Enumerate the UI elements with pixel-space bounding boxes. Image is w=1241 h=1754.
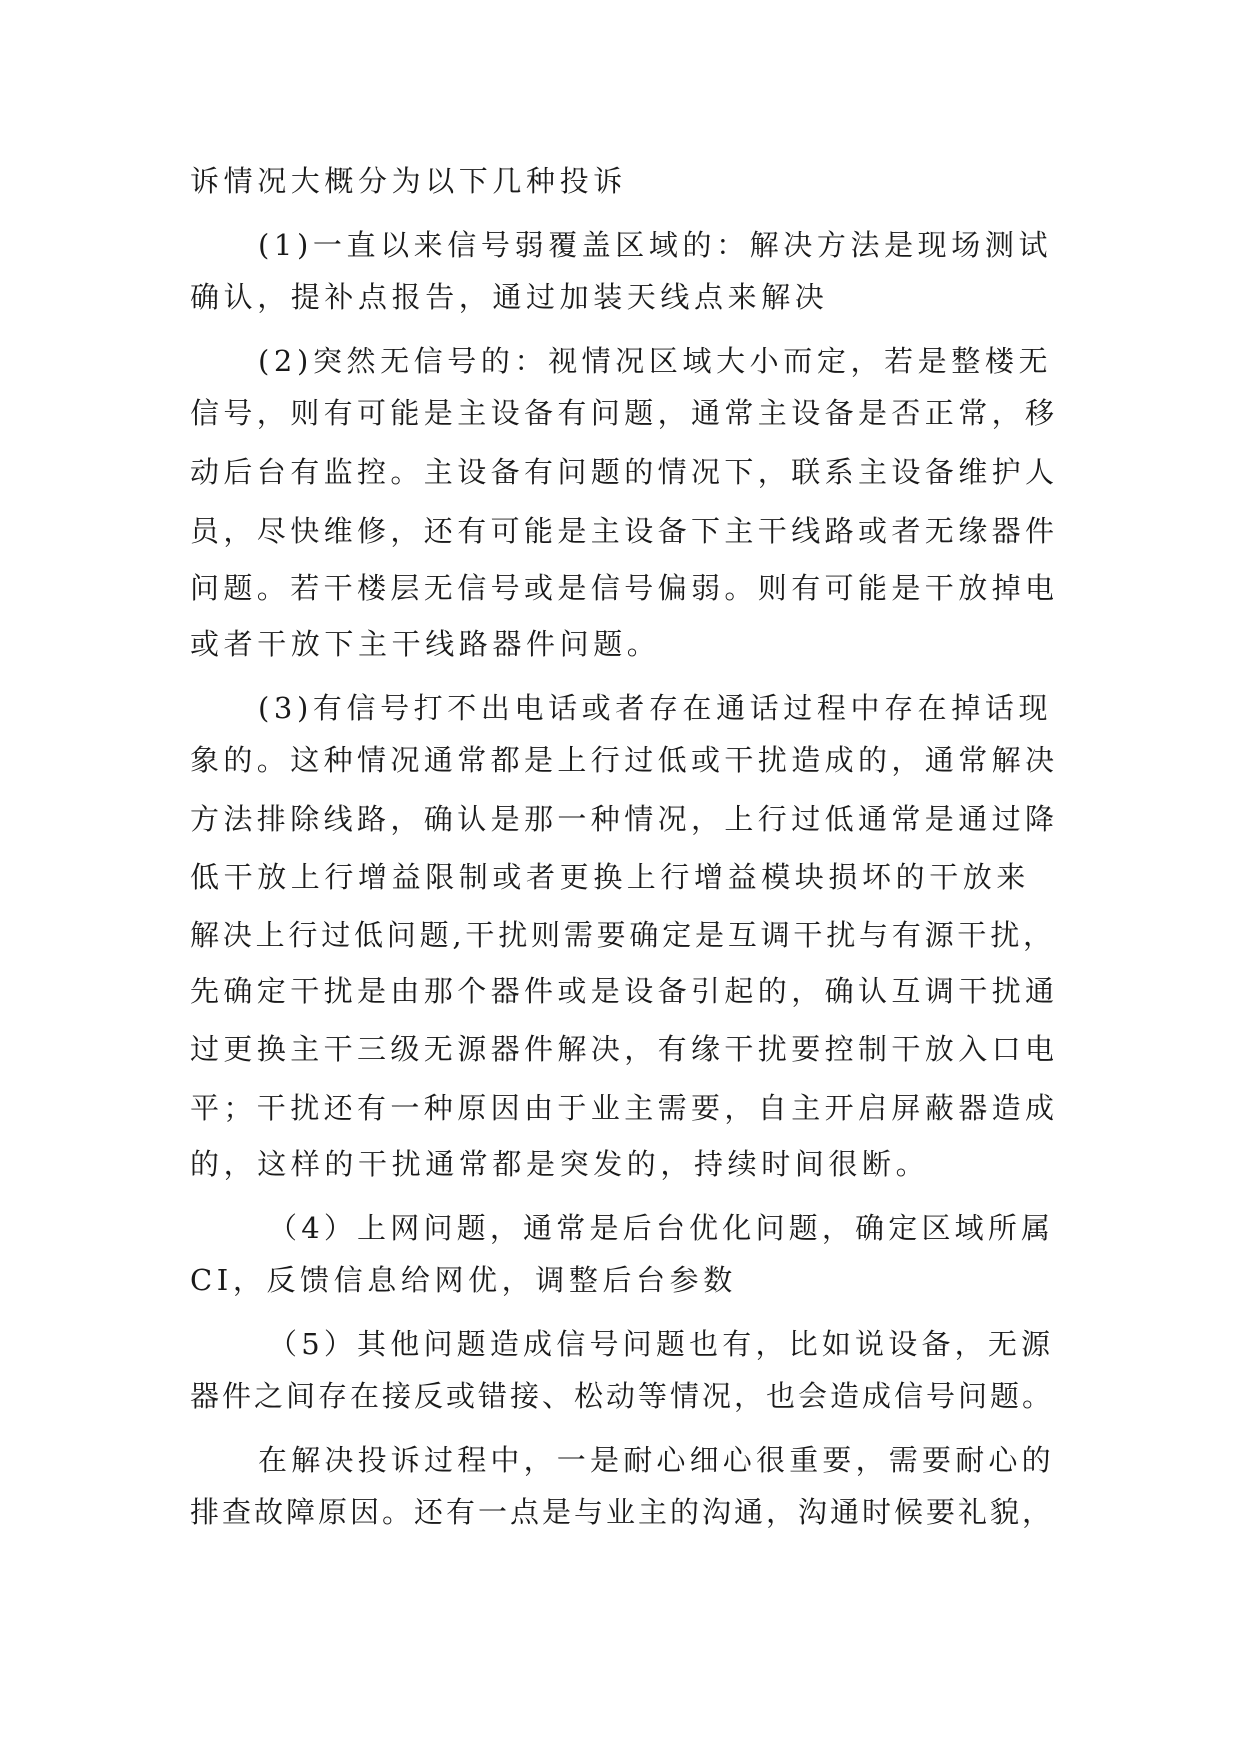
paragraph-line: 方法排除线路，确认是那一种情况，上行过低通常是通过降 [190,802,1059,836]
paragraph-line: （4）上网问题，通常是后台优化问题，确定区域所属 [268,1211,1055,1245]
paragraph-line: 解决上行过低问题,干扰则需要确定是互调干扰与有源干扰， [190,918,1056,952]
paragraph-line: 信号，则有可能是主设备有问题，通常主设备是否正常，移 [190,396,1059,430]
paragraph-line: 在解决投诉过程中，一是耐心细心很重要，需要耐心的 [258,1443,1055,1477]
paragraph-line: 排查故障原因。还有一点是与业主的沟通，沟通时候要礼貌， [190,1495,1055,1529]
paragraph-line: 问题。若干楼层无信号或是信号偏弱。则有可能是干放掉电 [190,571,1059,605]
paragraph-line: 过更换主干三级无源器件解决，有缘干扰要控制干放入口电 [190,1032,1059,1066]
paragraph-line: (2)突然无信号的：视情况区域大小而定，若是整楼无 [258,344,1053,378]
paragraph-line: 器件之间存在接反或错接、松动等情况，也会造成信号问题。 [190,1379,1055,1413]
paragraph-line: 确认，提补点报告，通过加装天线点来解决 [190,280,829,314]
paragraph-line: 的，这样的干扰通常都是突发的，持续时间很断。 [190,1147,930,1181]
paragraph-line: 动后台有监控。主设备有问题的情况下，联系主设备维护人 [190,455,1059,489]
paragraph-line: 象的。这种情况通常都是上行过低或干扰造成的，通常解决 [190,743,1059,777]
paragraph-line: (1)一直以来信号弱覆盖区域的：解决方法是现场测试 [258,228,1053,262]
paragraph-line: （5）其他问题造成信号问题也有，比如说设备，无源 [268,1327,1055,1361]
paragraph-line: 或者干放下主干线路器件问题。 [190,627,661,661]
paragraph-line: 诉情况大概分为以下几种投诉 [190,164,627,198]
paragraph-line: (3)有信号打不出电话或者存在通话过程中存在掉话现 [258,691,1053,725]
paragraph-line: 低干放上行增益限制或者更换上行增益模块损坏的干放来 [190,860,1031,894]
paragraph-line: 员，尽快维修，还有可能是主设备下主干线路或者无缘器件 [190,514,1059,548]
paragraph-line: 先确定干扰是由那个器件或是设备引起的，确认互调干扰通 [190,974,1059,1008]
paragraph-line: CI，反馈信息给网优，调整后台参数 [190,1263,737,1297]
paragraph-line: 平；干扰还有一种原因由于业主需要，自主开启屏蔽器造成 [190,1091,1059,1125]
